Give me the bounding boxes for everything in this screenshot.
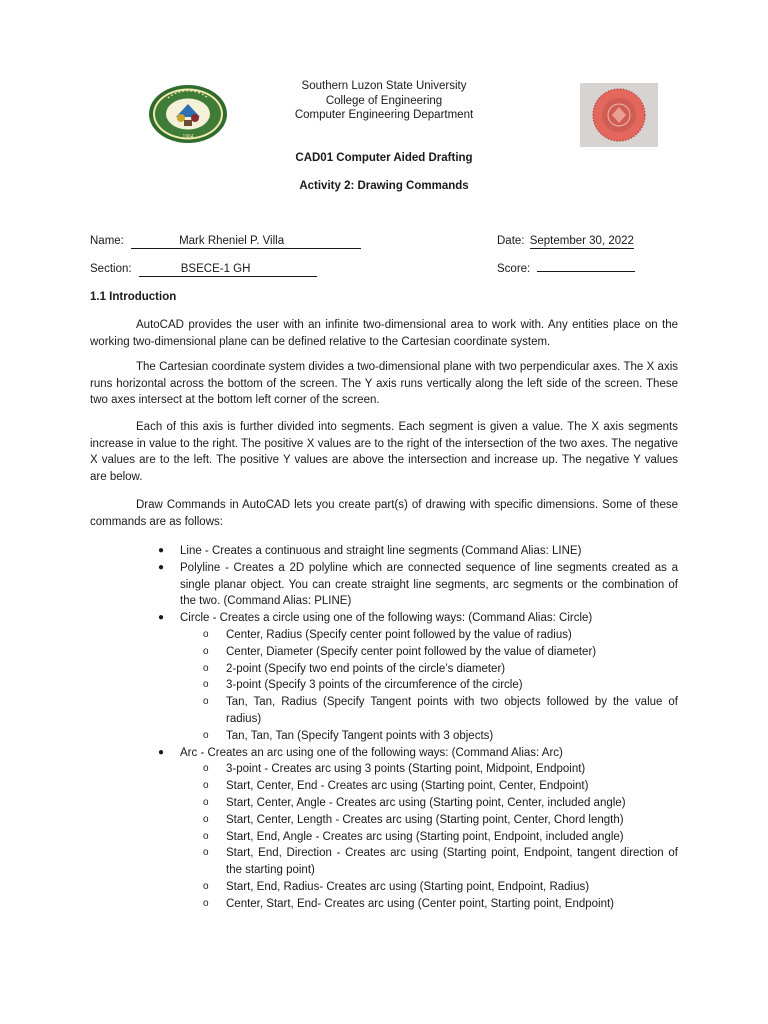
sub-bullet-icon: o [203, 628, 209, 640]
circle-method-list [180, 627, 678, 745]
university-name: Southern Luzon State University [301, 80, 467, 92]
sub-list-item: o Center, Radius (Specify center point followed by the value of radius) [180, 627, 678, 644]
section-heading: 1.1 Introduction [90, 291, 177, 303]
sub-list-item: o Start, End, Angle - Creates arc using (Starting point, Endpoint, included angle) [180, 829, 678, 846]
score-field [497, 262, 635, 277]
college-name: College of Engineering [325, 95, 443, 107]
svg-text:1964: 1964 [182, 134, 194, 140]
sub-list-item: o Tan, Tan, Tan (Specify Tangent points with 3 objects) [180, 728, 678, 745]
sub-bullet-icon: o [203, 780, 209, 792]
name-field [90, 234, 361, 249]
sub-list-item: o 3-point - Creates arc using 3 points (Starting point, Midpoint, Endpoint) [180, 761, 678, 778]
sub-list-item: o 2-point (Specify two end points of the circle’s diameter) [180, 661, 678, 678]
list-item: ● Arc - Creates an arc using one of the following ways: (Command Alias: Arc) o 3-point - Creates arc using 3 points (Starting point, Midpoint, Endpoint) o Start, Center, End - Creates arc using (Starting point, Center, Endpoint) o Start, Center, Angle - Creates arc using (Starting point, Center, included angle) o Start, Center, Length - Creates arc using (Starting point, Center, Chord length) o Start, End, Angle - Creates arc using (Starting point, Endpoint, included angle) o Start, End, Direction - Creates arc using (Starting point, Endpoint, tangent direction of the starting point) o Start, End, Radius- Creates arc using (Starting point, Endpoint, Radius) o Center, Start, End- Creates arc using (Center point, Starting point, Endpoint) [90, 745, 678, 913]
sub-bullet-icon: o [203, 897, 209, 909]
sub-bullet-icon: o [203, 763, 209, 775]
paragraph-4: Draw Commands in AutoCAD lets you create part(s) of drawing with specific dimensions. Some of these commands are as follows: [90, 499, 678, 528]
paragraph-1: AutoCAD provides the user with an infinite two-dimensional area to work with. Any entities place on the working two-dimensional plane can be defined relative to the Cartesian coordinate system. [90, 319, 678, 348]
score-label: Score: [497, 263, 531, 275]
sub-bullet-icon: o [203, 847, 209, 859]
list-item: ● Line - Creates a continuous and straight line segments (Command Alias: LINE) [90, 543, 678, 560]
score-value [537, 271, 635, 272]
department-name: Computer Engineering Department [294, 109, 474, 121]
section-field [90, 262, 317, 277]
paragraph-3: Each of this axis is further divided into segments. Each segment is given a value. The X axis segments increase in value to the right. The positive X values are to the right of the intersection of the two axes. The negative X values are to the left. The positive Y values are above the intersection and increase up. The negative Y values are below. [90, 421, 678, 483]
paragraph-2: The Cartesian coordinate system divides a two-dimensional plane with two perpendicular axes. The X axis runs horizontal across the bottom of the screen. The Y axis runs vertically along the left side of the screen. These two axes intersect at the bottom left corner of the screen. [90, 361, 678, 406]
sub-bullet-icon: o [203, 813, 209, 825]
name-value: Mark Rheniel P. Villa [131, 235, 361, 249]
sub-bullet-icon: o [203, 729, 209, 741]
sub-list-item: o Center, Diameter (Specify center point followed by the value of diameter) [180, 644, 678, 661]
sub-bullet-icon: o [203, 880, 209, 892]
sub-list-item: o 3-point (Specify 3 points of the circumference of the circle) [180, 677, 678, 694]
activity-title: Activity 2: Drawing Commands [299, 180, 469, 192]
date-field [497, 234, 634, 249]
list-item: ● Polyline - Creates a 2D polyline which are connected sequence of line segments created as a single planar object. You can create straight line segments, arc segments or the combination of the two. (Command Alias: PLINE) [158, 561, 678, 608]
sub-bullet-icon: o [203, 830, 209, 842]
sub-list-item: o Start, Center, Angle - Creates arc using (Starting point, Center, included angle) [180, 795, 678, 812]
name-label: Name: [90, 235, 124, 247]
command-list [90, 543, 678, 913]
date-value: September 30, 2022 [529, 235, 634, 247]
sub-bullet-icon: o [203, 796, 209, 808]
bullet-icon: ● [158, 561, 165, 573]
sub-list-item: o Center, Start, End- Creates arc using (Center point, Starting point, Endpoint) [180, 896, 678, 913]
sub-bullet-icon: o [203, 662, 209, 674]
course-title: CAD01 Computer Aided Drafting [295, 152, 473, 164]
sub-bullet-icon: o [203, 696, 209, 708]
list-item: ● Circle - Creates a circle using one of the following ways: (Command Alias: Circle) o Center, Radius (Specify center point followed by the value of radius) o Center, Diameter (Specify center point followed by the value of diameter) o 2-point (Specify two end points of the circle’s diameter) o 3-point (Specify 3 points of the circumference of the circle) o Tan, Tan, Radius (Specify Tangent points with two objects followed by the value of radius) o Tan, Tan, Tan (Specify Tangent points with 3 objects) [90, 610, 678, 744]
bullet-icon: ● [158, 545, 165, 556]
sub-list-item: o Start, End, Radius- Creates arc using (Starting point, Endpoint, Radius) [180, 879, 678, 896]
arc-method-list [180, 761, 678, 912]
section-label: Section: [90, 263, 132, 275]
sub-list-item: o Start, Center, Length - Creates arc using (Starting point, Center, Chord length) [180, 812, 678, 829]
sub-list-item: o Start, End, Direction - Creates arc using (Starting point, Endpoint, tangent direction of the starting point) [203, 847, 678, 877]
section-value: BSECE-1 GH [139, 263, 317, 277]
sub-bullet-icon: o [203, 679, 209, 691]
bullet-icon: ● [158, 746, 165, 758]
sub-list-item: o Start, Center, End - Creates arc using (Starting point, Center, Endpoint) [180, 778, 678, 795]
sub-bullet-icon: o [203, 645, 209, 657]
bullet-icon: ● [158, 612, 165, 624]
sub-list-item: o Tan, Tan, Radius (Specify Tangent points with two objects followed by the value of radius) [203, 696, 678, 725]
date-label: Date: [497, 235, 525, 247]
